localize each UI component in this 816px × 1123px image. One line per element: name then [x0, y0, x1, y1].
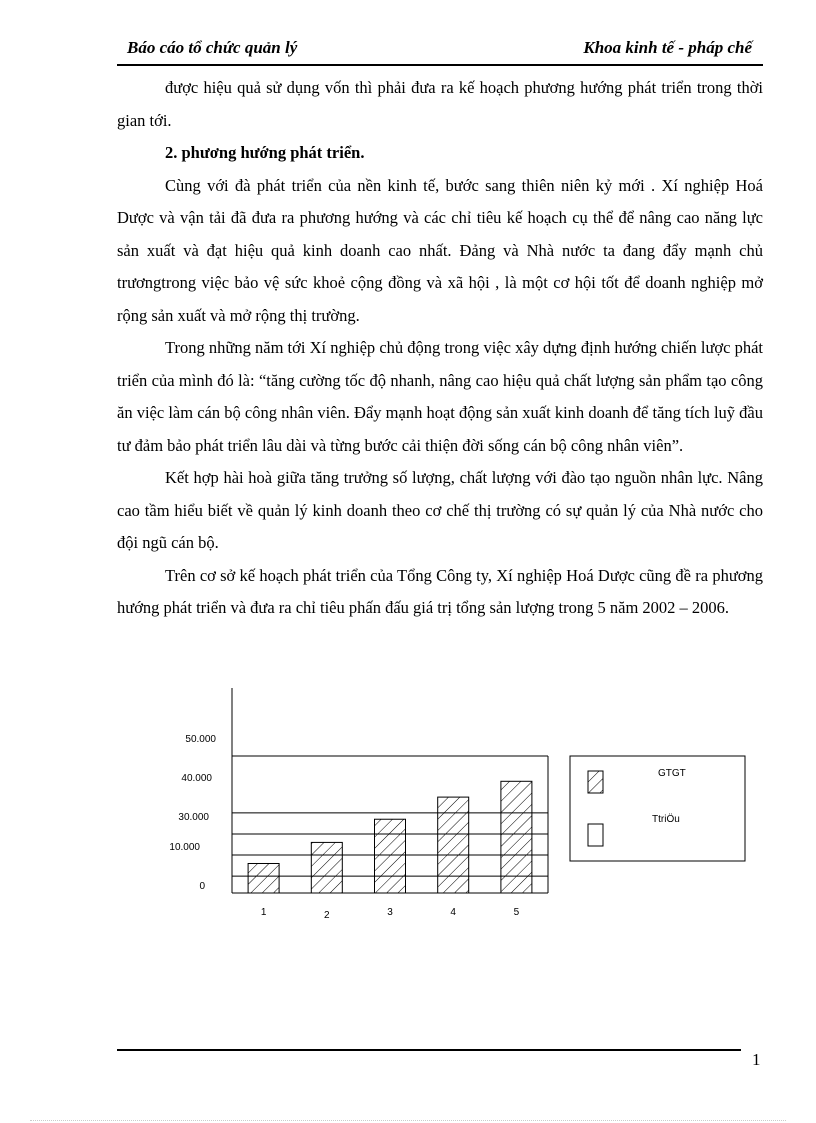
bar: [248, 863, 279, 893]
legend-label-ttrieu: TtriÖu: [652, 814, 680, 825]
footer-rule: [117, 1049, 741, 1051]
bar: [311, 842, 342, 893]
bar: [375, 819, 406, 893]
x-tick-label: 4: [450, 907, 456, 918]
section-heading: 2. phương hướng phát triển.: [165, 143, 365, 162]
page-number: 1: [752, 1050, 761, 1069]
legend-swatch-gtgt: [588, 771, 603, 793]
bar: [438, 797, 469, 893]
paragraph-1: được hiệu quả sử dụng vốn thì phải đưa ra kế hoạch phương hướng phát triển trong thời gian tới.: [117, 78, 763, 130]
paragraph-4: Kết hợp hài hoà giữa tăng trưởng số lượng, chất lượng với đào tạo nguồn nhân lực. Nâng cao tầm hiểu biết về quản lý kinh doanh theo cơ chế thị trường có sự quản lý của Nhà nước cho đội ngũ cán bộ.: [117, 468, 763, 552]
y-tick-label: 30.000: [178, 812, 209, 823]
y-tick-label: 0: [199, 881, 205, 892]
x-tick-label: 5: [513, 907, 520, 918]
y-tick-label: 10.000: [169, 842, 200, 853]
paragraph-3: Trong những năm tới Xí nghiệp chủ động trong việc xây dựng định hướng chiến lược phát triển của mình đó là: “tăng cường tốc độ nhanh, nâng cao hiệu quả chất lượng sản phẩm tạo công ăn việc làm cán bộ công nhân viên. Đẩy mạnh hoạt động sản xuất kinh doanh để tăng tích luỹ đầu tư đảm bảo phát triển lâu dài và từng bước cải thiện đời sống cán bộ công nhân viên”.: [117, 338, 763, 455]
bar: [501, 781, 532, 893]
plot-area: [232, 688, 548, 893]
bar-chart: [150, 688, 760, 928]
paragraph-5: Trên cơ sở kế hoạch phát triển của Tổng Công ty, Xí nghiệp Hoá Dược cũng đề ra phương hướng phát triển và đưa ra chỉ tiêu phấn đấu giá trị tổng sản lượng trong 5 năm 2002 – 2006.: [117, 565, 763, 617]
header-right: Khoa kinh tế - pháp chế: [583, 38, 752, 57]
bottom-dotted-border: [30, 1120, 786, 1121]
legend-swatch-ttrieu: [588, 824, 603, 846]
x-axis-labels: [261, 907, 520, 921]
x-tick-label: 2: [324, 910, 330, 921]
x-tick-label: 3: [387, 907, 393, 918]
y-axis-labels: [169, 734, 216, 892]
header-left: Báo cáo tổ chức quản lý: [127, 38, 298, 57]
header-rule: [117, 64, 763, 66]
legend-label-gtgt: GTGT: [658, 768, 686, 779]
y-tick-label: 50.000: [185, 734, 216, 745]
body-text: [117, 72, 763, 625]
x-tick-label: 1: [260, 907, 267, 918]
y-tick-label: 40.000: [181, 773, 212, 784]
legend: [570, 756, 745, 861]
paragraph-2: Cùng với đà phát triển của nền kinh tế, bước sang thiên niên kỷ mới . Xí nghiệp Hoá Dược và vận tải đã đưa ra phương hướng và các chỉ tiêu kế hoạch cụ thể để nâng cao năng lực sản xuất và đạt hiệu quả kinh doanh cao nhất. Đảng và Nhà nước ta đang đẩy mạnh chủ trươngtrong việc bảo vệ sức khoẻ cộng đồng và xã hội , là một cơ hội tốt để doanh nghiệp mở rộng sản xuất và mở rộng thị trường.: [117, 175, 763, 325]
